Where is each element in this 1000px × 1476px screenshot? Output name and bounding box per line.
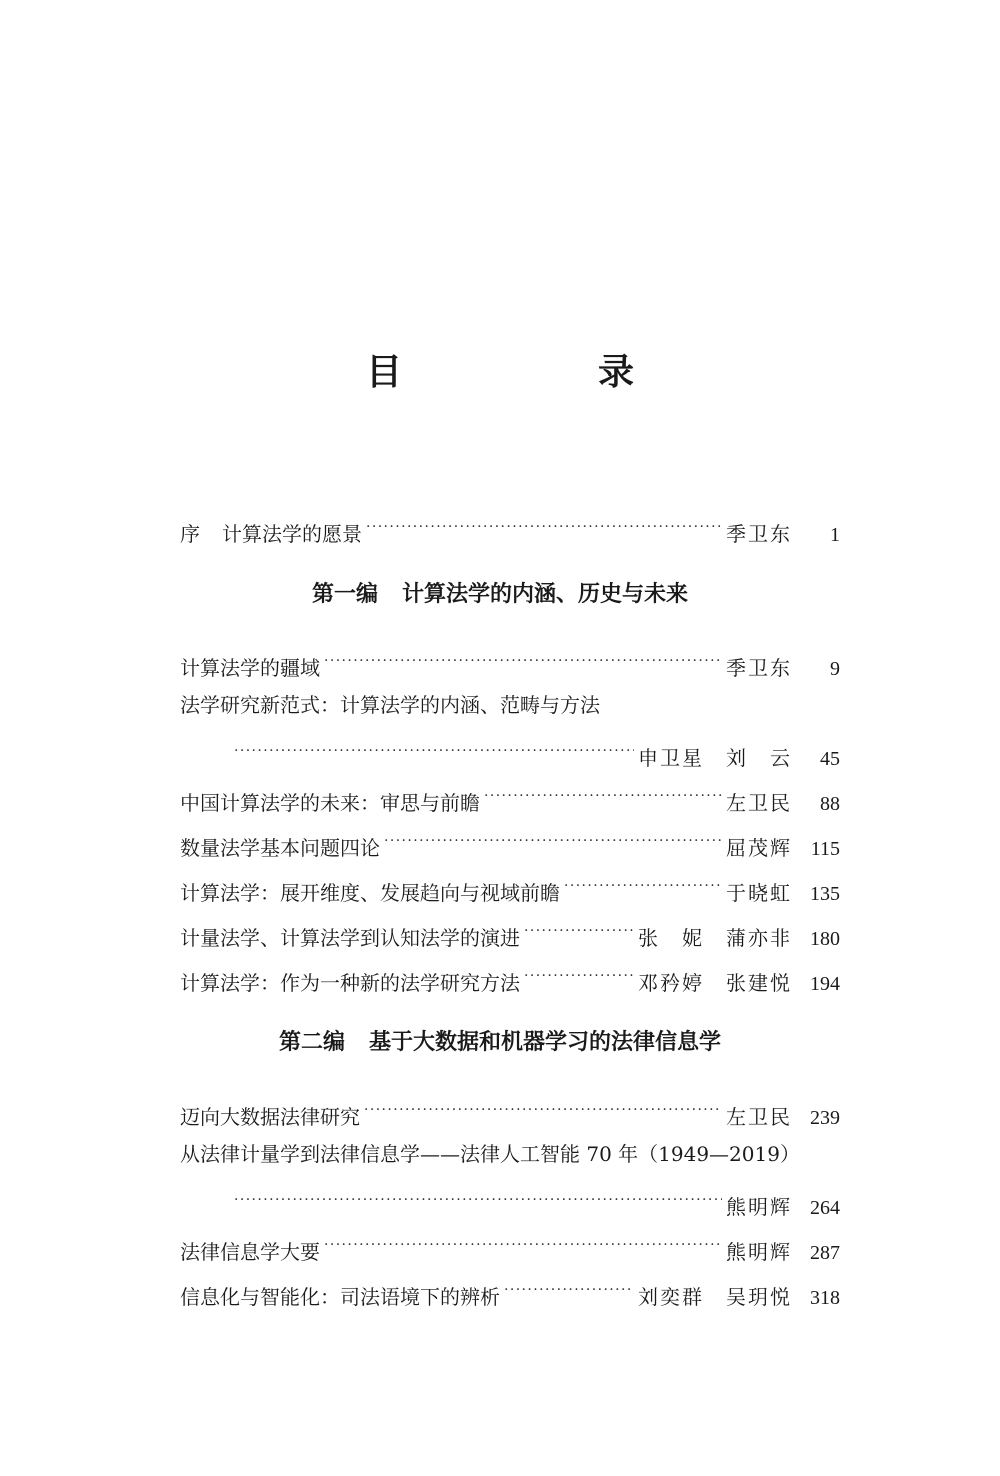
entry-page: 88: [820, 793, 840, 815]
leader-dots: [524, 960, 634, 990]
leader-dots: [484, 780, 722, 810]
entry-title: 法律信息学大要: [180, 1240, 320, 1264]
entry-author: 熊明辉: [726, 1195, 792, 1219]
leader-dots: [234, 1184, 722, 1214]
toc-entry[interactable]: [180, 1229, 840, 1264]
entry-title: 信息化与智能化：司法语境下的辨析: [180, 1285, 500, 1309]
preface-prefix: 序: [180, 522, 200, 546]
toc-entry[interactable]: [180, 1094, 840, 1129]
entry-page: 1: [830, 524, 840, 546]
entry-author: 左卫民: [726, 791, 792, 815]
part-title: 基于大数据和机器学习的法律信息学: [369, 1030, 722, 1055]
part-heading: [0, 1028, 1000, 1058]
toc-entry[interactable]: [180, 960, 840, 995]
toc-entry[interactable]: [180, 780, 840, 815]
toc-entry[interactable]: [180, 825, 840, 860]
entry-author: 季卫东: [726, 656, 792, 680]
entry-title: 迈向大数据法律研究: [180, 1105, 360, 1129]
part-title: 计算法学的内涵、历史与未来: [402, 582, 689, 607]
leader-dots: [524, 915, 634, 945]
entry-author: 于晓虹: [726, 881, 792, 905]
toc-entry-continuation[interactable]: [180, 1184, 840, 1219]
leader-dots: [234, 735, 634, 765]
leader-dots: [366, 511, 722, 541]
entry-page: 9: [830, 658, 840, 680]
entry-page: 180: [810, 928, 840, 950]
entry-author: 张 妮 蒲亦非: [638, 926, 792, 950]
toc-title: 目 录: [365, 352, 714, 393]
entry-page: 264: [810, 1197, 840, 1219]
entry-title: 数量法学基本问题四论: [180, 836, 380, 860]
part-number: 第一编: [311, 582, 378, 607]
leader-dots: [504, 1274, 634, 1304]
toc-entry[interactable]: [180, 915, 840, 950]
leader-dots: [364, 1094, 722, 1124]
entry-page: 45: [820, 748, 840, 770]
leader-dots: [324, 1229, 722, 1259]
entry-title: 计算法学：作为一种新的法学研究方法: [180, 971, 520, 995]
leader-dots: [384, 825, 722, 855]
entry-author: 季卫东: [726, 522, 792, 546]
entry-page: 239: [810, 1107, 840, 1129]
entry-author: 左卫民: [726, 1105, 792, 1129]
part-number: 第二编: [278, 1030, 345, 1055]
entry-title: [180, 519, 362, 549]
toc-entry-continuation[interactable]: [180, 735, 840, 770]
entry-author: 熊明辉: [726, 1240, 792, 1264]
entry-page: 287: [810, 1242, 840, 1264]
entry-title: 计算法学：展开维度、发展趋向与视域前瞻: [180, 881, 560, 905]
toc-entry[interactable]: [180, 645, 840, 680]
leader-dots: [324, 645, 722, 675]
entry-author: 刘奕群 吴玥悦: [638, 1285, 792, 1309]
leader-dots: [564, 870, 722, 900]
toc-entry[interactable]: [180, 1139, 840, 1169]
entry-page: 115: [810, 838, 840, 860]
entry-author: 邓矜婷 张建悦: [638, 971, 792, 995]
toc-entry[interactable]: [180, 1274, 840, 1309]
preface-title: 计算法学的愿景: [222, 522, 362, 546]
entry-page: 318: [810, 1287, 840, 1309]
entry-author: 申卫星 刘 云: [638, 746, 792, 770]
toc-entry[interactable]: [180, 690, 840, 720]
entry-page: 194: [810, 973, 840, 995]
entry-author: 屈茂辉: [726, 836, 792, 860]
entry-title: 中国计算法学的未来：审思与前瞻: [180, 791, 480, 815]
entry-title: 从法律计量学到法律信息学——法律人工智能 70 年（1949—2019）: [180, 1142, 800, 1166]
toc-entry[interactable]: [180, 870, 840, 905]
entry-title: 计算法学的疆域: [180, 656, 320, 680]
part-heading: [0, 580, 1000, 610]
toc-entry-preface[interactable]: [180, 511, 840, 546]
entry-title: 法学研究新范式：计算法学的内涵、范畴与方法: [180, 693, 600, 717]
entry-page: 135: [810, 883, 840, 905]
entry-title: 计量法学、计算法学到认知法学的演进: [180, 926, 520, 950]
